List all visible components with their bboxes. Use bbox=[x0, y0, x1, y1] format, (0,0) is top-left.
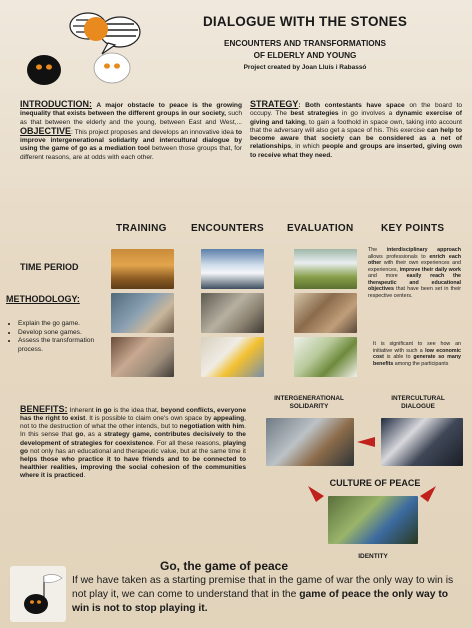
photo-intercultural bbox=[381, 418, 463, 466]
identity-label: IDENTITY bbox=[358, 553, 388, 560]
objective-heading: OBJECTIVE bbox=[20, 125, 72, 136]
column-encounters: ENCOUNTERS bbox=[191, 223, 265, 234]
photo-training-2 bbox=[111, 337, 174, 377]
conclusion-quote: If we have taken as a starting premise that in the game of war the only way to win is not play it, we can come to understand that in the game of peace the only way to win is not to stop playing it. bbox=[72, 575, 454, 614]
arrow-icon bbox=[355, 434, 379, 450]
photo-encounters-1 bbox=[201, 293, 264, 333]
benefits-section: BENEFITS: Inherent in go is the idea that, beyond conflicts, everyone has the right to exist. It is possible to claim one's own space by appealing, not to the destruction of what the other intends, but to negotiation with him. In this sense that go, as a strategy game, contributes decisively to the development of strategies for coexistence. For all these reasons, playing go not only has an educational and therapeutic value, but at the same time it helps those who practice it to have friends and to be connected to healthier realities, improving the social cohesion of the communities where it is practiced. bbox=[20, 404, 246, 480]
poster-subtitle: ENCOUNTERS AND TRANSFORMATIONS OF ELDERLY AND YOUNG bbox=[224, 39, 386, 60]
poster-credit: Project created by Joan Lluís i Rabassó bbox=[243, 64, 367, 71]
photo-spring bbox=[294, 249, 357, 289]
list-item: • Explain the go game. bbox=[18, 320, 118, 329]
photo-culture-of-peace bbox=[328, 496, 418, 544]
column-training: TRAINING bbox=[116, 223, 167, 234]
key-points-text-2: It is significant to see how an initiative with such a low economic cost is able to generate so many benefits among the participants bbox=[373, 341, 461, 367]
column-evaluation: EVALUATION bbox=[287, 223, 354, 234]
list-item: • Develop sone games. bbox=[18, 329, 118, 338]
photo-intergenerational bbox=[266, 418, 354, 466]
key-points-text-1: The interdisciplinary approach allows professionals to enrich each other with their own experiences and experiences, improve their daily work and more easily reach the therapeutic and educational objectives that have been set in their respective centers. bbox=[368, 247, 461, 299]
column-key-points: KEY POINTS bbox=[381, 223, 445, 234]
strategy-section: STRATEGY: Both contestants have space on the board to occupy. The best strategies in go involves a dynamic exercise of giving and taking, to gain a foothold in space own, taking into account that the adversary will also get a space of his. This exercise can help to become aware that society can be considered as a net of relationships, in which people and groups are inserted, giving own to receive what they need. bbox=[250, 99, 462, 159]
logo-stones-icon bbox=[22, 10, 142, 90]
intergenerational-solidarity-label: INTERGENERATIONAL SOLIDARITY bbox=[274, 395, 344, 410]
introduction-section: INTRODUCTION: A major obstacle to peace is the growing inequality that exists between the different groups in our society, such as that between the elderly and the young, between East and West,... OBJECTIVE: This project proposes and develops an innovative idea to improve intergenerational solidarity and intercultural dialogue by using the game of go as a mediation tool between those groups that, for different reasons, are at odds with each other. bbox=[20, 99, 243, 161]
introduction-heading: INTRODUCTION: bbox=[20, 99, 92, 109]
strategy-heading: STRATEGY bbox=[250, 99, 299, 109]
culture-of-peace-label: CULTURE OF PEACE bbox=[329, 478, 421, 488]
list-item: • Assess the transformation process. bbox=[18, 337, 118, 354]
photo-autumn bbox=[111, 249, 174, 289]
white-flag-icon bbox=[10, 566, 66, 622]
poster-title: DIALOGUE WITH THE STONES bbox=[202, 14, 408, 29]
benefits-heading: BENEFITS: bbox=[20, 404, 68, 414]
row-time-period: TIME PERIOD bbox=[20, 262, 79, 272]
photo-winter bbox=[201, 249, 264, 289]
methodology-list bbox=[6, 320, 118, 354]
photo-training-1 bbox=[111, 293, 174, 333]
conclusion-title: Go, the game of peace bbox=[160, 559, 289, 573]
photo-evaluation-1 bbox=[294, 293, 357, 333]
go-stone-flag-image bbox=[10, 566, 66, 622]
intercultural-dialogue-label: INTERCULTURAL DIALOGUE bbox=[391, 395, 445, 410]
photo-evaluation-2 bbox=[294, 337, 357, 377]
row-methodology: METHODOLOGY: bbox=[6, 294, 80, 304]
photo-encounters-2 bbox=[201, 337, 264, 377]
